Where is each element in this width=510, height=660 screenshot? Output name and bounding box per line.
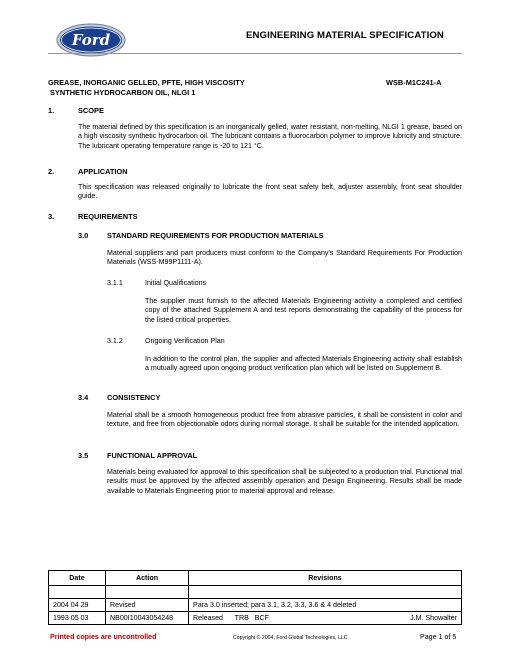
- table-row-blank: [49, 586, 462, 599]
- revision-description: Released TRB BCF: [193, 614, 269, 622]
- scope-paragraph: The material defined by this specification is an inorganically gelled, water resistant, non-melting, NLGI 1 grease, based on a high viscosity synthetic hydrocarbon oil. The lubricant contains a fluorocarbon polymer to improve lubricity and structure. The lubricant operating temperature range is -20 to 121 °C.: [78, 123, 462, 150]
- page-number: Page 1 of 5: [420, 633, 457, 641]
- consistency-paragraph: Material shall be a smooth homogeneous product free from abrasive particles, it shall be consistent in color and texture, and free from objectionable odors during normal storage. It shall be suitable for the intended application.: [107, 411, 462, 429]
- column-header-revisions: Revisions: [189, 571, 462, 586]
- table-cell: [189, 586, 462, 599]
- section-heading-requirements: REQUIREMENTS: [78, 212, 138, 221]
- revisions-table: [48, 570, 462, 625]
- table-row: [49, 612, 462, 625]
- header-divider: [48, 53, 462, 54]
- subsection-number: 3.0: [78, 231, 89, 240]
- revision-date: 1993 05 03: [49, 612, 106, 625]
- column-header-date: Date: [49, 571, 106, 586]
- revision-action: Revised: [106, 599, 189, 612]
- table-row: [49, 599, 462, 612]
- material-title-line1: GREASE, INORGANIC GELLED, PFTE, HIGH VISCOSITY: [48, 78, 245, 87]
- table-cell: [49, 586, 106, 599]
- subsection-number: 3.1.2: [107, 337, 123, 345]
- revision-action: NB00I10043054248: [106, 612, 189, 625]
- subsection-heading-ongoing-verification: Ongoing Verification Plan: [145, 337, 225, 345]
- copyright-notice: Copyright © 2004, Ford Global Technologies, LLC: [233, 635, 348, 641]
- functional-approval-paragraph: Materials being evaluated for approval to this specification shall be subjected to a production trial. Functional trial results must be approved by the affected assembly operation and Design Engineering. Results shall be made available to Materials Engineering prior to material approval and release.: [107, 468, 462, 495]
- document-type-title: ENGINEERING MATERIAL SPECIFICATION: [246, 30, 444, 41]
- revision-author: J.M. Showalter: [410, 614, 457, 622]
- table-cell: [106, 586, 189, 599]
- subsection-number: 3.1.1: [107, 279, 123, 287]
- subsection-number: 3.5: [78, 451, 89, 460]
- material-title-line2: SYNTHETIC HYDROCARBON OIL, NLGI 1: [50, 87, 196, 97]
- section-number: 3.: [48, 212, 55, 221]
- section-number: 2.: [48, 167, 55, 176]
- subsection-number: 3.4: [78, 393, 89, 402]
- subsection-heading-standard-requirements: STANDARD REQUIREMENTS FOR PRODUCTION MATERIALS: [107, 231, 324, 240]
- uncontrolled-copy-notice: Printed copies are uncontrolled: [50, 633, 157, 641]
- column-header-action: Action: [106, 571, 189, 586]
- section-number: 1.: [48, 106, 55, 115]
- application-paragraph: This specification was released originally to lubricate the front seat safety belt, adjuster assembly, front seat shoulder guide.: [78, 183, 462, 201]
- ford-logo: [56, 23, 126, 57]
- section-heading-scope: SCOPE: [78, 106, 104, 115]
- material-title: [48, 78, 245, 97]
- ongoing-verification-paragraph: In addition to the control plan, the supplier and affected Materials Engineering activity shall establish a mutually agreed upon ongoing product verification plan which will be listed on Supplement B.: [145, 355, 462, 373]
- section-heading-application: APPLICATION: [78, 167, 128, 176]
- initial-qualifications-paragraph: The supplier must furnish to the affected Materials Engineering activity a completed and certified copy of the attached Supplement A and test reports demonstrating the capability of the process for the listed critical properties.: [145, 297, 462, 324]
- revision-date: 2004 04 29: [49, 599, 106, 612]
- standard-requirements-paragraph: Material suppliers and part producers must conform to the Company's Standard Requirements For Production Materials (WSS-M99P1111-A).: [107, 249, 462, 267]
- subsection-heading-initial-qualifications: Initial Qualifications: [145, 279, 207, 287]
- revisions-header-row: [49, 571, 462, 586]
- subsection-heading-functional-approval: FUNCTIONAL APPROVAL: [107, 451, 198, 460]
- subsection-heading-consistency: CONSISTENCY: [107, 393, 161, 402]
- logo-wordmark: Ford: [71, 31, 111, 49]
- revision-description: Para 3.0 inserted; para 3.1, 3.2, 3.3, 3.6 & 4 deleted: [189, 599, 462, 612]
- table-cell: [189, 612, 462, 625]
- spec-number: WSB-M1C241-A: [386, 78, 442, 87]
